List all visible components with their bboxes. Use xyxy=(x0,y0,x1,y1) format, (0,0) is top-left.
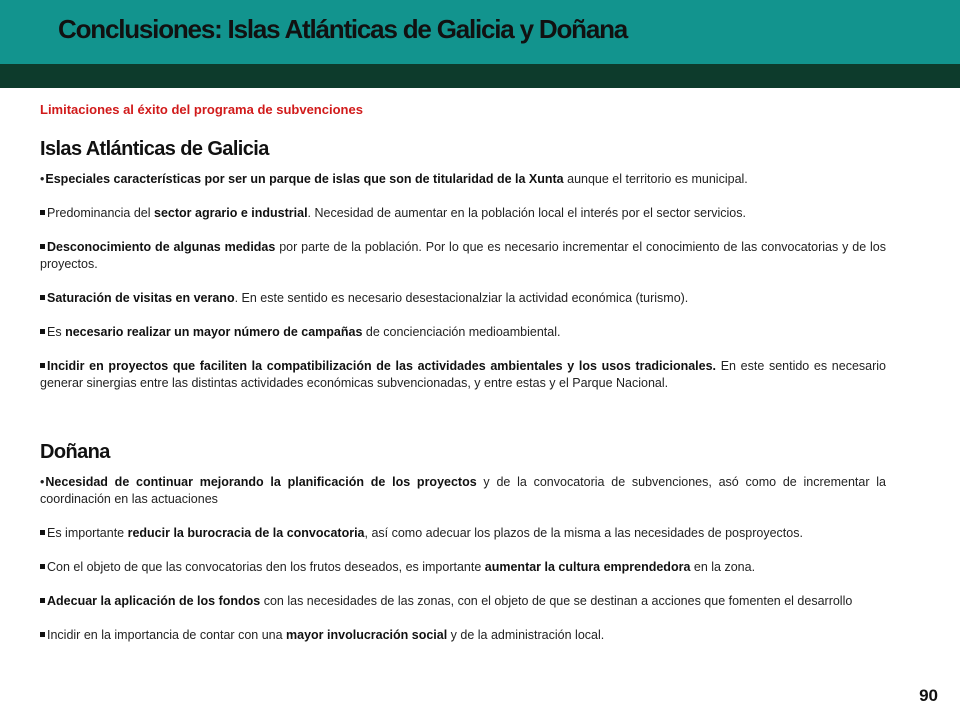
bullet-emphasis: necesario realizar un mayor número de campañas xyxy=(65,325,363,339)
square-bullet-icon xyxy=(40,210,45,215)
bullet-item xyxy=(40,290,886,307)
bullet-text: por parte de la población. Por lo que es necesario incrementar el conocimiento de las convocatorias y de los proyectos. xyxy=(40,240,886,271)
section-title-galicia: Islas Atlánticas de Galicia xyxy=(40,138,269,160)
bullet-emphasis: Saturación de visitas en verano xyxy=(47,291,235,305)
section-donana xyxy=(40,441,886,644)
square-bullet-icon xyxy=(40,363,45,368)
bullet-emphasis: mayor involucración social xyxy=(286,628,448,642)
round-bullet-icon: • xyxy=(40,172,45,186)
section-galicia xyxy=(40,138,886,392)
square-bullet-icon xyxy=(40,244,45,249)
bullet-item xyxy=(40,358,886,392)
square-bullet-icon xyxy=(40,329,45,334)
bullet-emphasis: Adecuar la aplicación de los fondos xyxy=(47,594,261,608)
bullet-text: de concienciación medioambiental. xyxy=(362,325,561,339)
bullet-item xyxy=(40,171,886,188)
bullet-text: , así como adecuar los plazos de la misma a las necesidades de posproyectos. xyxy=(364,526,803,540)
bullet-text: Es importante xyxy=(47,526,128,540)
section-subtitle: Limitaciones al éxito del programa de subvenciones xyxy=(40,102,363,117)
bullet-text: . En este sentido es necesario desestacionalziar la actividad económica (turismo). xyxy=(234,291,689,305)
bullet-item xyxy=(40,627,886,644)
bullet-emphasis: Incidir en proyectos que faciliten la compatibilización de las actividades ambientales y los usos tradicionales. xyxy=(47,359,717,373)
square-bullet-icon xyxy=(40,564,45,569)
bullet-emphasis: Desconocimiento de algunas medidas xyxy=(47,240,276,254)
bullet-text: Con el objeto de que las convocatorias den los frutos deseados, es importante xyxy=(47,560,485,574)
bullet-item xyxy=(40,239,886,273)
bullet-item xyxy=(40,324,886,341)
bullet-text: en la zona. xyxy=(690,560,756,574)
page-title: Conclusiones: Islas Atlánticas de Galicia y Doñana xyxy=(58,14,628,44)
bullet-text: En este sentido es necesario generar sinergias entre las distintas actividades económicas subvencionadas, y entre estas y el Parque Nacional. xyxy=(40,359,886,390)
bullet-emphasis: aumentar la cultura emprendedora xyxy=(484,560,691,574)
bullet-text: Incidir en la importancia de contar con una xyxy=(47,628,287,642)
bullet-emphasis: sector agrario e industrial xyxy=(154,206,308,220)
square-bullet-icon xyxy=(40,530,45,535)
bullet-item xyxy=(40,559,886,576)
page-number: 90 xyxy=(919,686,938,705)
bullet-item xyxy=(40,525,886,542)
bullet-text: Es xyxy=(47,325,66,339)
bullet-item xyxy=(40,593,886,610)
bullet-item xyxy=(40,205,886,222)
bullet-text: y de la convocatoria de subvenciones, asó como de incrementar la coordinación en las actuaciones xyxy=(40,475,886,506)
bullet-text: y de la administración local. xyxy=(447,628,605,642)
round-bullet-icon: • xyxy=(40,475,45,489)
section-title-donana: Doñana xyxy=(40,441,110,463)
bullet-text: aunque el territorio es municipal. xyxy=(563,172,748,186)
header-divider xyxy=(0,64,960,88)
bullet-emphasis: Especiales características por ser un parque de islas que son de titularidad de la Xunta xyxy=(45,172,564,186)
bullet-text: . Necesidad de aumentar en la población local el interés por el sector servicios. xyxy=(307,206,746,220)
bullet-emphasis: reducir la burocracia de la convocatoria xyxy=(127,526,365,540)
bullet-text: con las necesidades de las zonas, con el objeto de que se destinan a acciones que fomenten el desarrollo xyxy=(260,594,853,608)
bullet-item xyxy=(40,474,886,508)
square-bullet-icon xyxy=(40,295,45,300)
bullet-emphasis: Necesidad de continuar mejorando la planificación de los proyectos xyxy=(45,475,477,489)
square-bullet-icon xyxy=(40,598,45,603)
list-donana xyxy=(40,474,886,644)
bullet-text: Predominancia del xyxy=(47,206,155,220)
list-galicia xyxy=(40,171,886,392)
square-bullet-icon xyxy=(40,632,45,637)
